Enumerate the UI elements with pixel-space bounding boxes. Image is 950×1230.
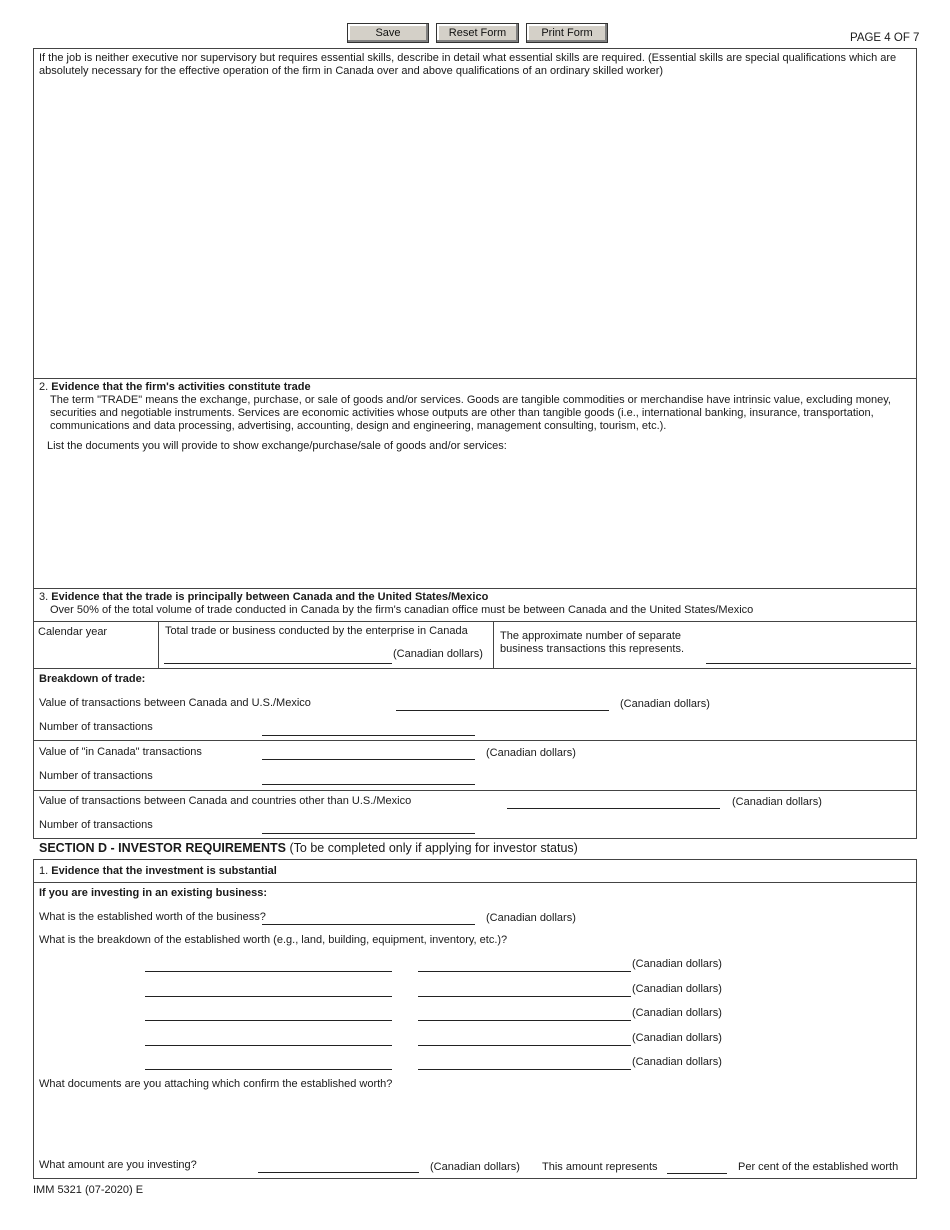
calendar-year-label: Calendar year	[38, 626, 108, 638]
total-trade-unit: (Canadian dollars)	[393, 648, 483, 660]
item-1-heading	[39, 865, 277, 878]
breakdown-item-field[interactable]	[145, 1045, 392, 1046]
established-worth-unit: (Canadian dollars)	[486, 912, 576, 924]
us-mexico-unit: (Canadian dollars)	[620, 698, 710, 710]
documents-question: What documents are you attaching which confirm the established worth?	[39, 1078, 393, 1090]
breakdown-item-field[interactable]	[145, 1020, 392, 1021]
essential-skills-textarea[interactable]	[38, 82, 916, 378]
breakdown-amount-field[interactable]	[418, 996, 631, 997]
breakdown-unit: (Canadian dollars)	[632, 1032, 722, 1044]
us-mexico-count-field[interactable]	[262, 735, 475, 736]
other-countries-count-field[interactable]	[262, 833, 475, 834]
breakdown-unit: (Canadian dollars)	[632, 1007, 722, 1019]
divider	[33, 621, 917, 622]
transactions-label-line1: The approximate number of separate	[500, 630, 681, 642]
investment-amount-unit: (Canadian dollars)	[430, 1161, 520, 1173]
breakdown-amount-field[interactable]	[418, 971, 631, 972]
investment-amount-field[interactable]	[258, 1172, 419, 1173]
other-countries-value-field[interactable]	[507, 808, 720, 809]
worth-documents-textarea[interactable]	[38, 1094, 916, 1158]
section-d-subtitle: (To be completed only if applying for investor status)	[286, 841, 578, 855]
item-1-title: Evidence that the investment is substantial	[51, 865, 277, 877]
section-2-heading	[39, 381, 311, 394]
divider	[33, 790, 917, 791]
other-countries-value-label: Value of transactions between Canada and countries other than U.S./Mexico	[39, 795, 412, 807]
percent-field[interactable]	[667, 1173, 727, 1174]
essential-skills-prompt: If the job is neither executive nor supervisory but requires essential skills, describe in detail what essential skills are required. (Essential skills are special qualifications which are absolutely necessary for the effective operation of the firm in Canada over and above qualifications of an ordinary skilled worker)	[39, 52, 897, 77]
section-3-number: 3.	[39, 591, 49, 603]
total-trade-label: Total trade or business conducted by the enterprise in Canada	[165, 625, 468, 637]
divider	[33, 882, 917, 883]
established-worth-label: What is the established worth of the business?	[39, 911, 266, 923]
trade-documents-textarea[interactable]	[46, 456, 916, 588]
number-of-transactions-label: Number of transactions	[39, 721, 153, 733]
us-mexico-value-label: Value of transactions between Canada and U.S./Mexico	[39, 697, 311, 709]
breakdown-title: Breakdown of trade:	[39, 673, 146, 685]
print-form-button[interactable]: Print Form	[526, 23, 608, 43]
section-2-list-prompt: List the documents you will provide to show exchange/purchase/sale of goods and/or services:	[47, 440, 507, 452]
divider	[493, 621, 494, 668]
in-canada-count-field[interactable]	[262, 784, 475, 785]
divider	[33, 378, 917, 379]
item-1-number: 1.	[39, 865, 49, 877]
existing-business-title: If you are investing in an existing business:	[39, 887, 267, 899]
section-2-number: 2.	[39, 381, 49, 393]
breakdown-amount-field[interactable]	[418, 1045, 631, 1046]
represents-label: This amount represents	[542, 1161, 658, 1173]
breakdown-unit: (Canadian dollars)	[632, 958, 722, 970]
section-3-heading	[39, 591, 488, 604]
total-trade-field[interactable]	[164, 663, 392, 664]
section-2-description: The term "TRADE" means the exchange, purchase, or sale of goods and/or services. Goods are tangible commodities or merchandise have intrinsic value, excluding money, securities and negotiable instruments. Services are economic activities whose outputs are other than tangible goods (i.e., international banking, insurance, transportation, communications and data processing, advertising, accounting, design and engineering, management consulting, tourism, etc.).	[50, 394, 891, 432]
established-worth-field[interactable]	[262, 924, 475, 925]
reset-form-button[interactable]: Reset Form	[436, 23, 519, 43]
divider	[33, 740, 917, 741]
other-countries-unit: (Canadian dollars)	[732, 796, 822, 808]
breakdown-question: What is the breakdown of the established worth (e.g., land, building, equipment, inventory, etc.)?	[39, 934, 508, 946]
divider	[158, 621, 159, 668]
breakdown-item-field[interactable]	[145, 971, 392, 972]
breakdown-unit: (Canadian dollars)	[632, 1056, 722, 1068]
breakdown-amount-field[interactable]	[418, 1020, 631, 1021]
transactions-label-line2: business transactions this represents.	[500, 643, 685, 655]
breakdown-amount-field[interactable]	[418, 1069, 631, 1070]
us-mexico-value-field[interactable]	[396, 710, 609, 711]
form-id: IMM 5321 (07-2020) E	[33, 1184, 144, 1196]
in-canada-value-label: Value of "in Canada" transactions	[39, 746, 202, 758]
section-3-description: Over 50% of the total volume of trade conducted in Canada by the firm's canadian office must be between Canada and the United States/Mexico	[50, 604, 754, 616]
page-number: PAGE 4 OF 7	[850, 32, 920, 44]
divider	[33, 668, 917, 669]
breakdown-unit: (Canadian dollars)	[632, 983, 722, 995]
investment-amount-label: What amount are you investing?	[39, 1159, 197, 1171]
breakdown-item-field[interactable]	[145, 996, 392, 997]
number-of-transactions-label: Number of transactions	[39, 770, 153, 782]
section-d-title: SECTION D - INVESTOR REQUIREMENTS	[39, 841, 287, 855]
section-2-title: Evidence that the firm's activities constitute trade	[51, 381, 311, 393]
percent-label: Per cent of the established worth	[738, 1161, 899, 1173]
number-of-transactions-label: Number of transactions	[39, 819, 153, 831]
in-canada-value-field[interactable]	[262, 759, 475, 760]
in-canada-unit: (Canadian dollars)	[486, 747, 576, 759]
divider	[33, 588, 917, 589]
transactions-count-field[interactable]	[706, 663, 911, 664]
section-d-heading	[39, 841, 578, 856]
breakdown-item-field[interactable]	[145, 1069, 392, 1070]
section-3-title: Evidence that the trade is principally between Canada and the United States/Mexico	[51, 591, 489, 603]
save-button[interactable]: Save	[347, 23, 429, 43]
